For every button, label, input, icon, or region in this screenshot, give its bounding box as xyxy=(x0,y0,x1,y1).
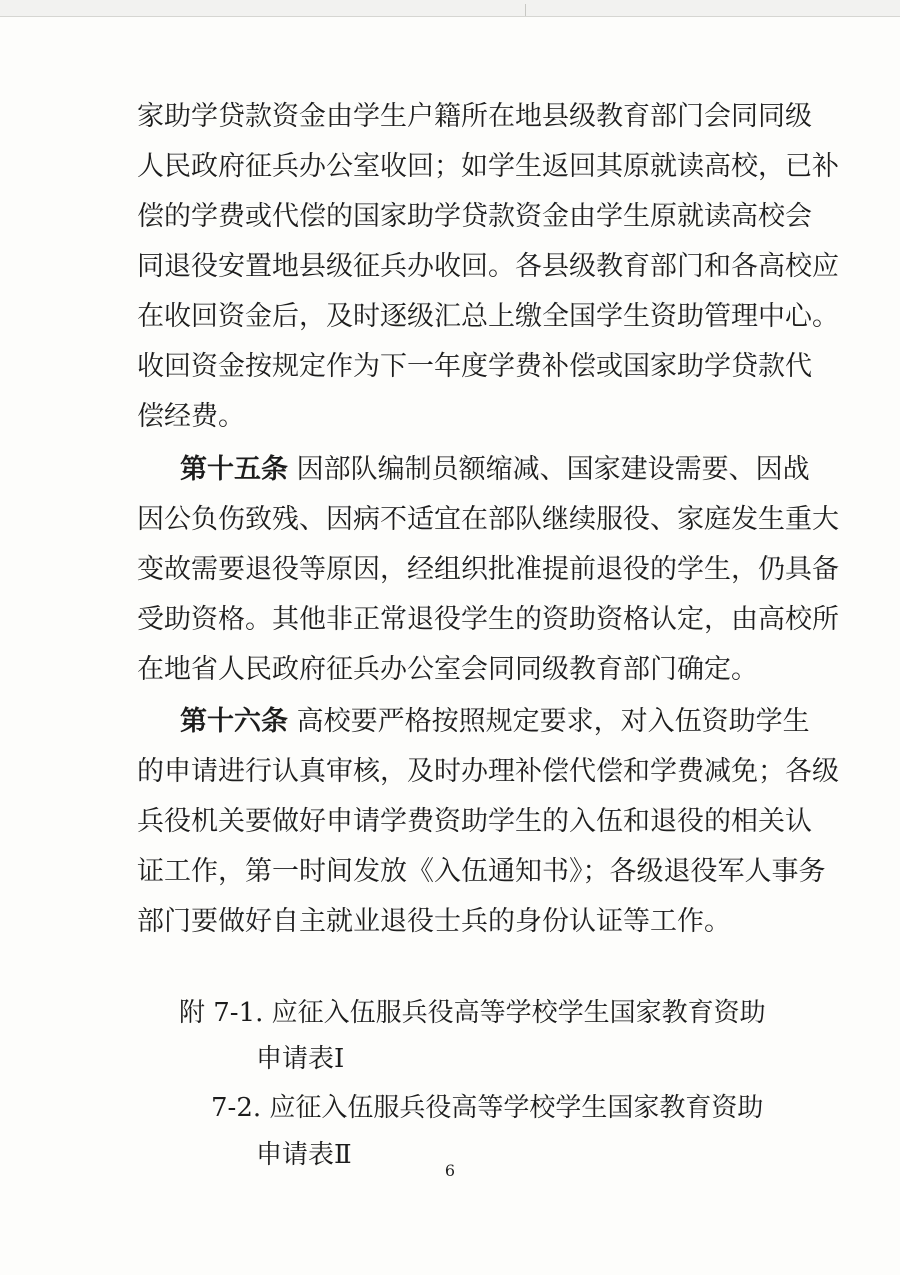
article-15-text: 因部队编制员额缩减、国家建设需要、因战 xyxy=(296,454,810,485)
paragraph-line: 在地省人民政府征兵办公室会同同级教育部门确定。 xyxy=(137,654,758,685)
attachment-7-1-line2: 申请表Ⅰ xyxy=(256,1044,345,1074)
article-16-heading: 第十六条 xyxy=(180,706,288,737)
attachment-prefix: 7-2. xyxy=(211,1093,262,1123)
paragraph-line: 偿经费。 xyxy=(137,401,245,432)
attachment-prefix: 附 7-1. xyxy=(179,998,264,1028)
attachment-title: 应征入伍服兵役高等学校学生国家教育资助 xyxy=(269,1093,764,1123)
paragraph-line: 受助资格。其他非正常退役学生的资助资格认定，由高校所 xyxy=(137,604,839,635)
paragraph-line: 兵役机关要做好申请学费资助学生的入伍和退役的相关认 xyxy=(137,806,812,837)
article-15-heading: 第十五条 xyxy=(180,454,288,485)
paragraph-line: 家助学贷款资金由学生户籍所在地县级教育部门会同同级 xyxy=(137,101,812,132)
paragraph-line: 收回资金按规定作为下一年度学费补偿或国家助学贷款代 xyxy=(137,351,812,382)
paragraph-line: 同退役安置地县级征兵办收回。各县级教育部门和各高校应 xyxy=(137,251,839,282)
paragraph-line: 部门要做好自主就业退役士兵的身份认证等工作。 xyxy=(137,906,731,937)
paragraph-line: 人民政府征兵办公室收回；如学生返回其原就读高校，已补 xyxy=(137,151,839,182)
page-number: 6 xyxy=(444,1161,456,1180)
paragraph-line: 的申请进行认真审核，及时办理补偿代偿和学费减免；各级 xyxy=(137,756,839,787)
paragraph-line: 偿的学费或代偿的国家助学贷款资金由学生原就读高校会 xyxy=(137,201,812,232)
attachment-title: 应征入伍服兵役高等学校学生国家教育资助 xyxy=(271,998,766,1028)
paragraph-line: 因公负伤致残、因病不适宜在部队继续服役、家庭发生重大 xyxy=(137,504,839,535)
article-16-first-line xyxy=(180,704,820,740)
paragraph-line: 变故需要退役等原因，经组织批准提前退役的学生，仍具备 xyxy=(137,554,839,585)
attachment-7-2-line2: 申请表Ⅱ xyxy=(256,1140,352,1170)
article-15-first-line xyxy=(180,452,820,488)
paragraph-line: 证工作，第一时间发放《入伍通知书》；各级退役军人事务 xyxy=(137,856,826,887)
paragraph-line: 在收回资金后，及时逐级汇总上缴全国学生资助管理中心。 xyxy=(137,301,839,332)
article-16-text: 高校要严格按照规定要求，对入伍资助学生 xyxy=(296,706,810,737)
attachment-7-2-line1 xyxy=(211,1090,763,1126)
attachment-7-1-line1 xyxy=(179,995,766,1031)
